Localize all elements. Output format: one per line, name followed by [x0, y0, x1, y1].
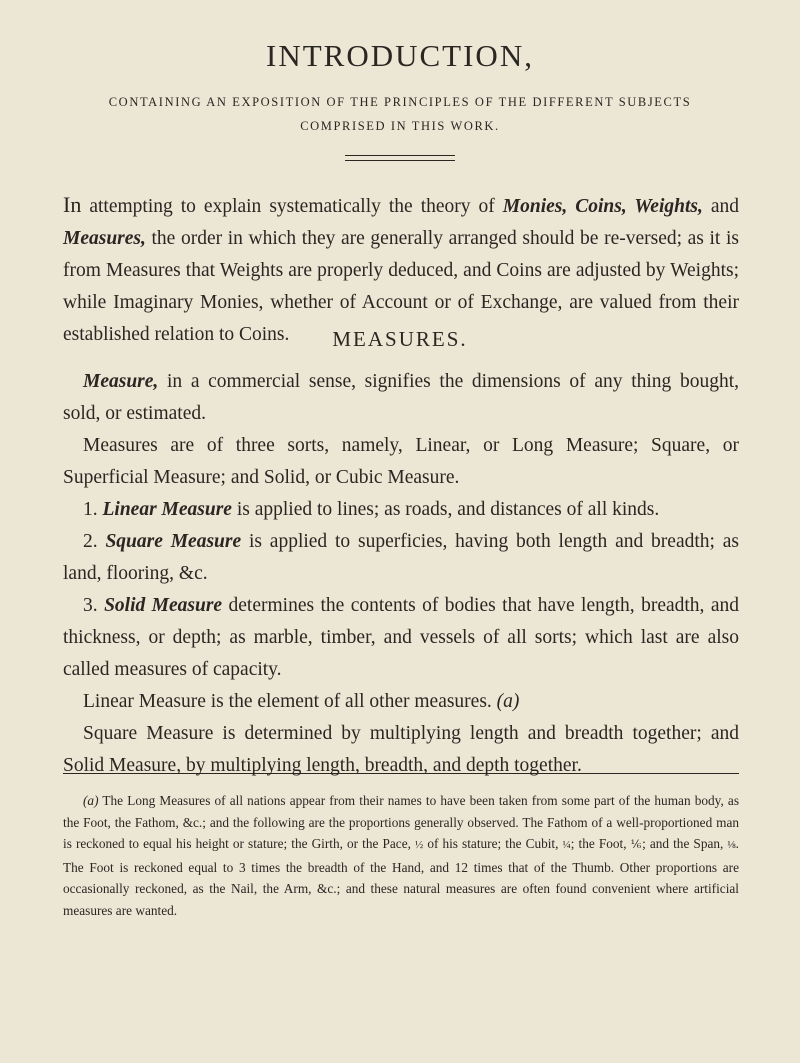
p1-term: Measure, [83, 371, 159, 392]
footnote-text-1: The Long Measures of all nations appear from their names to have been taken from some part of the human body, as the Foot, the Fathom, &c.; and the following are the proportions generally observed. The Fathom of a well-proportioned man is reckoned to equal his height or stature; the Girth, or the Pace, [63, 793, 739, 851]
fraction-pace: ½ [415, 839, 424, 851]
page-title: INTRODUCTION, [266, 38, 534, 73]
fraction-cubit: ¼ [562, 839, 571, 851]
p5-text: determines the contents of bodies that have length, breadth, and thickness, or depth; as marble, timber, and vessels of all sorts; which last are also called measures of capacity. [63, 595, 740, 680]
p3-term: Linear Measure [102, 499, 232, 520]
paragraph-solid-measure [63, 590, 739, 686]
footnote-marker: (a) [83, 793, 99, 808]
intro-term-2: Measures, [63, 228, 146, 249]
p1-text: in a commercial sense, signifies the dimensions of any thing bought, sold, or estimated. [63, 371, 739, 424]
intro-text-1: attempting to explain systematically the theory of [81, 196, 503, 217]
footnote-divider [63, 773, 739, 774]
paragraph-square-measure [63, 526, 739, 590]
intro-dropcap: In [63, 192, 82, 217]
p6-text: Linear Measure is the element of all other measures. [83, 691, 492, 712]
intro-text-3: the order in which they are generally arranged should be re-versed; as it is from Measures that Weights are properly deduced, and Coins are adjusted by Weights; while Imaginary Monies, whether of Account or of Exchange, are valued from their established relation to Coins. [63, 228, 739, 345]
footnote-reference[interactable]: (a) [496, 691, 520, 712]
subtitle-line-1: CONTAINING AN EXPOSITION OF THE PRINCIPLES OF THE DIFFERENT SUBJECTS [108, 95, 692, 109]
p3-text: is applied to lines; as roads, and distances of all kinds. [231, 499, 660, 520]
p3-number: 1. [83, 499, 98, 520]
fraction-span: ⅛ [727, 839, 736, 851]
p5-term: Solid Measure [104, 595, 223, 616]
section-heading: MEASURES. [332, 327, 468, 351]
p4-text: is applied to superficies, having both length and breadth; as land, flooring, &c. [63, 531, 740, 584]
p5-number: 3. [83, 595, 98, 616]
intro-text-2: and [702, 196, 740, 217]
footnote-text-2: of his stature; the Cubit, [423, 836, 563, 851]
p4-number: 2. [83, 531, 98, 552]
subtitle-line-2: COMPRISED IN THIS WORK. [300, 119, 500, 133]
paragraph-linear-measure [63, 494, 739, 526]
footnote-text-5: . The Foot is reckoned equal to 3 times the breadth of the Hand, and 12 times that of the Thumb. Other proportions are occasionally reckoned, as the Nail, the Arm, &c.; and these natural measures are often found convenient where artificial measures are wanted. [63, 836, 739, 918]
footnote-text-3: ; the Foot, [570, 836, 631, 851]
intro-term-1: Monies, Coins, Weights, [502, 196, 703, 217]
paragraph-linear-element [63, 686, 739, 718]
title-divider [345, 155, 455, 161]
paragraph-three-sorts: Measures are of three sorts, namely, Linear, or Long Measure; Square, or Superficial Measure; and Solid, or Cubic Measure. [63, 435, 739, 488]
paragraph-square-solid: Square Measure is determined by multiplying length and breadth together; and Solid Measure, by multiplying length, breadth, and depth together. [63, 723, 739, 776]
footnote [63, 790, 739, 921]
fraction-foot: ⅙ [630, 839, 643, 851]
paragraph-measure-definition [63, 366, 739, 430]
p4-term: Square Measure [105, 531, 242, 552]
footnote-text-4: ; and the Span, [642, 836, 728, 851]
